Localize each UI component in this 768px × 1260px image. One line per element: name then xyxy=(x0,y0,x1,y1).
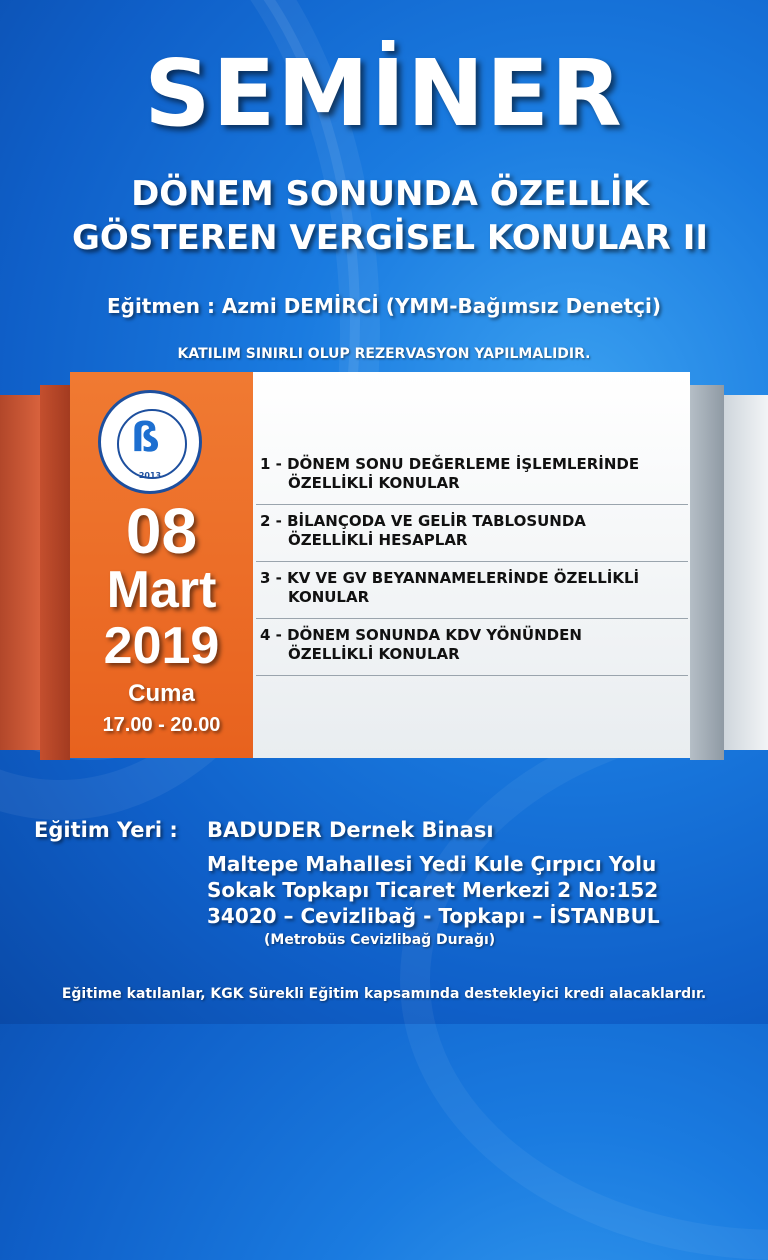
date-month: Mart xyxy=(106,561,217,619)
background-swoosh xyxy=(400,700,768,1260)
topic-title-cont: KONULAR xyxy=(288,588,370,606)
venue-address-line-2: Sokak Topkapı Ticaret Merkezi 2 No:152 xyxy=(207,878,659,902)
date-year: 2019 xyxy=(103,617,220,675)
venue-address-line-3: 34020 – Cevizlibağ - Topkapı – İSTANBUL xyxy=(207,904,660,928)
topic-title-cont: ÖZELLİKLİ KONULAR xyxy=(288,645,460,663)
topic-title-cont: ÖZELLİKLİ KONULAR xyxy=(288,474,460,492)
subtitle-line-2: GÖSTEREN VERGİSEL KONULAR II xyxy=(72,218,708,258)
subtitle-line-1: DÖNEM SONUNDA ÖZELLİK xyxy=(131,174,649,214)
date-day: 08 xyxy=(125,495,198,567)
trainer-line: Eğitmen : Azmi DEMİRCİ (YMM-Bağımsız Denetçi) xyxy=(106,294,662,318)
ribbon-left-fold xyxy=(0,395,40,750)
topic-title: 4 - DÖNEM SONUNDA KDV YÖNÜNDEN xyxy=(260,626,582,644)
topic-title-cont: ÖZELLİKLİ HESAPLAR xyxy=(288,531,468,549)
topic-item xyxy=(256,455,688,505)
metrobus-stop: (Metrobüs Cevizlibağ Durağı) xyxy=(264,932,496,948)
topic-title: 2 - BİLANÇODA VE GELİR TABLOSUNDA xyxy=(260,512,586,530)
venue-name: BADUDER Dernek Binası xyxy=(207,818,494,842)
topic-title: 1 - DÖNEM SONU DEĞERLEME İŞLEMLERİNDE xyxy=(260,455,640,473)
ribbon-right-fold xyxy=(724,395,768,750)
topics-list xyxy=(256,455,688,683)
topic-item xyxy=(256,626,688,676)
date-weekday: Cuma xyxy=(128,680,195,707)
topic-item xyxy=(256,512,688,562)
logo-figure-icon: ß xyxy=(131,415,160,461)
association-logo xyxy=(98,390,202,494)
topic-item xyxy=(256,569,688,619)
footer-credit-note: Eğitime katılanlar, KGK Sürekli Eğitim kapsamında destekleyici kredi alacaklardır. xyxy=(61,986,707,1002)
logo-year: 2013 xyxy=(138,471,162,480)
topic-title: 3 - KV VE GV BEYANNAMELERİNDE ÖZELLİKLİ xyxy=(260,569,640,587)
poster-title: SEMİNER xyxy=(144,40,624,147)
venue-label: Eğitim Yeri : xyxy=(34,818,178,842)
ribbon-left-fold-inner xyxy=(40,385,70,760)
ribbon-right-fold-inner xyxy=(690,385,724,760)
date-time: 17.00 - 20.00 xyxy=(102,714,221,736)
poster-subtitle xyxy=(40,172,740,260)
reservation-notice: KATILIM SINIRLI OLUP REZERVASYON YAPILMALIDIR. xyxy=(177,346,591,362)
venue-address-line-1: Maltepe Mahallesi Yedi Kule Çırpıcı Yolu xyxy=(207,852,657,876)
